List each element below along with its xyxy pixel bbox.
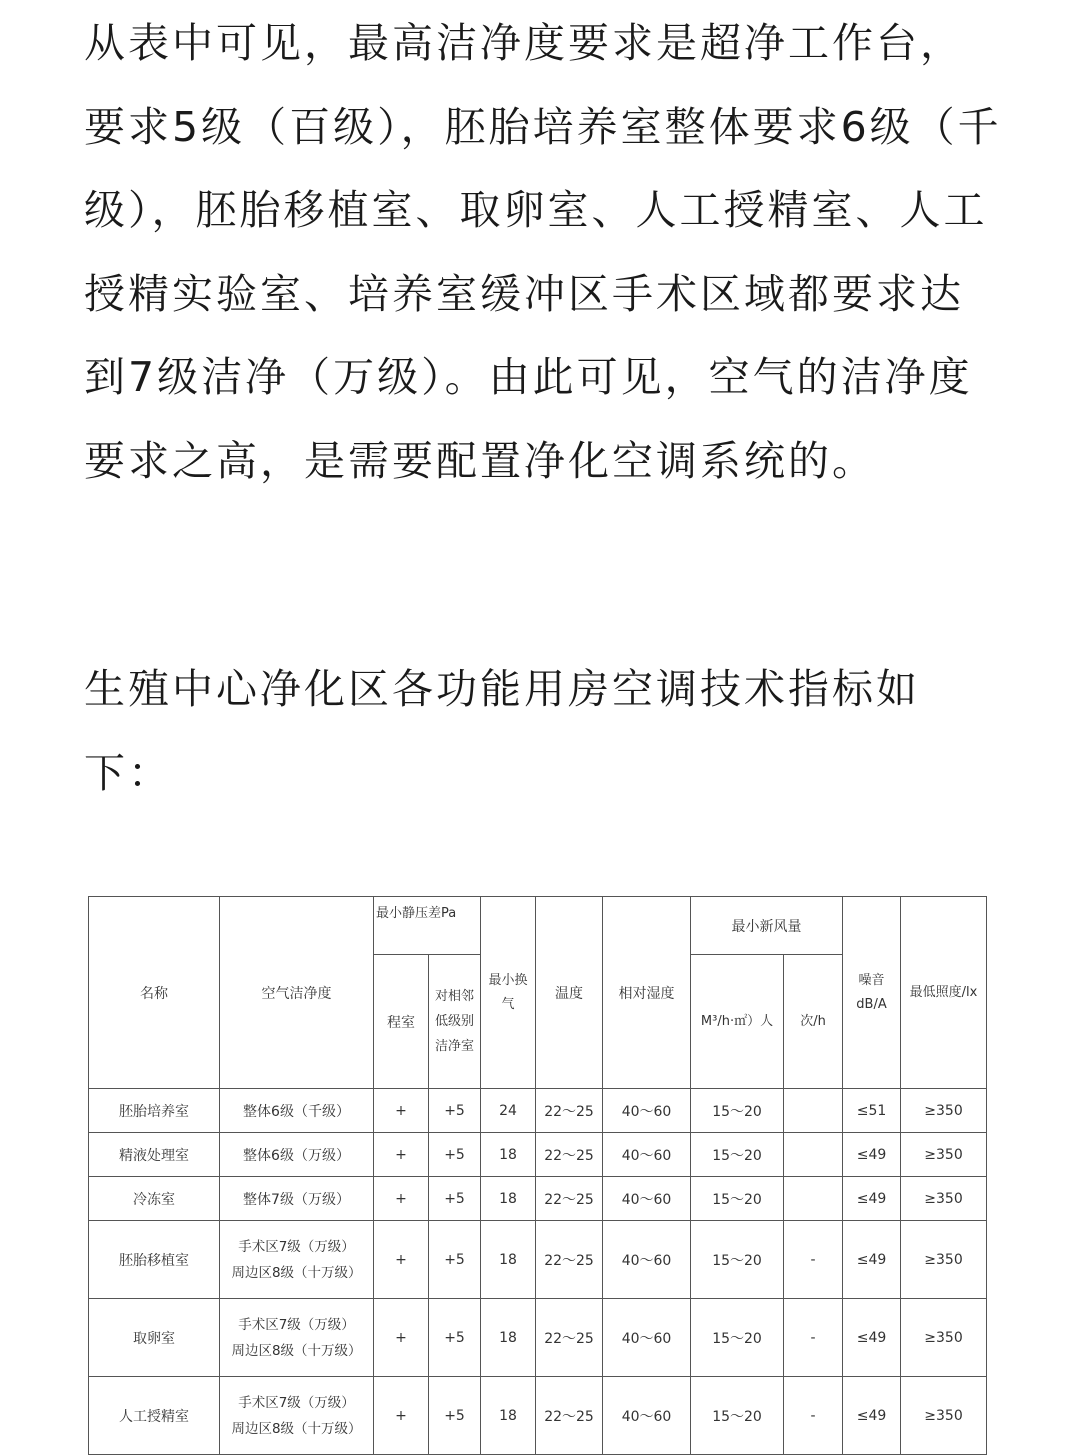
cell-name: 胚胎移植室: [89, 1221, 220, 1299]
cell-cleanliness-line1: 手术区7级（万级）: [238, 1316, 355, 1333]
cell-cleanliness-line1: 手术区7级（万级）: [238, 1238, 355, 1255]
cell-humidity: 40～60: [603, 1133, 691, 1177]
cell-name: 精液处理室: [89, 1133, 220, 1177]
cell-fresh-air: 15～20: [691, 1221, 784, 1299]
cell-adjacent: +5: [429, 1177, 481, 1221]
cell-cleanliness: [220, 1221, 374, 1299]
cell-fresh-air: 15～20: [691, 1377, 784, 1455]
table-row: [89, 1221, 987, 1299]
cell-cheng: +: [374, 1299, 429, 1377]
header-pressure-cheng: 程室: [374, 955, 429, 1089]
cell-times: [784, 1089, 843, 1133]
cell-illuminance: ≥350: [901, 1089, 987, 1133]
cell-adjacent: +5: [429, 1299, 481, 1377]
cell-illuminance: ≥350: [901, 1377, 987, 1455]
header-cleanliness: 空气洁净度: [220, 897, 374, 1089]
cell-name: 取卵室: [89, 1299, 220, 1377]
cell-air-change: 18: [481, 1377, 536, 1455]
cell-illuminance: ≥350: [901, 1133, 987, 1177]
cell-name: 冷冻室: [89, 1177, 220, 1221]
cell-adjacent: +5: [429, 1377, 481, 1455]
cell-temperature: 22～25: [536, 1377, 603, 1455]
cell-noise: ≤49: [843, 1221, 901, 1299]
cell-cheng: +: [374, 1377, 429, 1455]
cell-cleanliness: 整体7级（万级）: [220, 1177, 374, 1221]
cell-noise: ≤49: [843, 1299, 901, 1377]
cell-fresh-air: 15～20: [691, 1089, 784, 1133]
cell-fresh-air: 15～20: [691, 1299, 784, 1377]
cell-illuminance: ≥350: [901, 1299, 987, 1377]
header-name: 名称: [89, 897, 220, 1089]
cell-cleanliness-line2: 周边区8级（十万级）: [231, 1420, 362, 1437]
cell-humidity: 40～60: [603, 1221, 691, 1299]
header-fresh-air-per: M³/h·㎡）人: [691, 955, 784, 1089]
cell-name: 人工授精室: [89, 1377, 220, 1455]
cell-adjacent: +5: [429, 1089, 481, 1133]
cell-air-change: 24: [481, 1089, 536, 1133]
header-air-change: 最小换气: [481, 897, 536, 1089]
header-noise: 噪音dB/A: [843, 897, 901, 1089]
cell-times: [784, 1133, 843, 1177]
cell-noise: ≤51: [843, 1089, 901, 1133]
table-row: [89, 1089, 987, 1133]
cell-times: [784, 1177, 843, 1221]
cell-humidity: 40～60: [603, 1177, 691, 1221]
cell-times: -: [784, 1377, 843, 1455]
cell-cheng: +: [374, 1177, 429, 1221]
cell-fresh-air: 15～20: [691, 1177, 784, 1221]
cell-noise: ≤49: [843, 1177, 901, 1221]
cell-humidity: 40～60: [603, 1089, 691, 1133]
cell-temperature: 22～25: [536, 1299, 603, 1377]
cell-times: -: [784, 1299, 843, 1377]
cell-air-change: 18: [481, 1221, 536, 1299]
header-illuminance: 最低照度/lx: [901, 897, 987, 1089]
cell-noise: ≤49: [843, 1133, 901, 1177]
cell-fresh-air: 15～20: [691, 1133, 784, 1177]
cell-humidity: 40～60: [603, 1299, 691, 1377]
cell-air-change: 18: [481, 1133, 536, 1177]
spec-table: [88, 896, 987, 1455]
cell-cleanliness: [220, 1299, 374, 1377]
cell-cleanliness-line2: 周边区8级（十万级）: [231, 1264, 362, 1281]
cell-cleanliness: 整体6级（千级）: [220, 1089, 374, 1133]
cell-cleanliness-line1: 手术区7级（万级）: [238, 1394, 355, 1411]
cell-air-change: 18: [481, 1177, 536, 1221]
table-row: [89, 1133, 987, 1177]
intro-paragraph: 从表中可见，最高洁净度要求是超净工作台，要求5级（百级），胚胎培养室整体要求6级（千级），胚胎移植室、取卵室、人工授精室、人工授精实验室、培养室缓冲区手术区域都要求达到7级洁净（万级）。由此可见，空气的洁净度要求之高，是需要配置净化空调系统的。: [84, 19, 1002, 485]
cell-cheng: +: [374, 1221, 429, 1299]
cell-cheng: +: [374, 1089, 429, 1133]
cell-humidity: 40～60: [603, 1377, 691, 1455]
ac-spec-table: [88, 896, 986, 1455]
cell-cleanliness: 整体6级（万级）: [220, 1133, 374, 1177]
cell-noise: ≤49: [843, 1377, 901, 1455]
cell-temperature: 22～25: [536, 1089, 603, 1133]
cell-temperature: 22～25: [536, 1221, 603, 1299]
header-pressure-group: 最小静压差Pa: [374, 897, 481, 955]
table-row: [89, 1377, 987, 1455]
table-intro-paragraph: 生殖中心净化区各功能用房空调技术指标如下：: [84, 665, 920, 797]
header-fresh-air-times: 次/h: [784, 955, 843, 1089]
table-row: [89, 1177, 987, 1221]
cell-air-change: 18: [481, 1299, 536, 1377]
cell-name: 胚胎培养室: [89, 1089, 220, 1133]
header-pressure-adjacent: 对相邻低级别洁净室: [429, 955, 481, 1089]
cell-adjacent: +5: [429, 1221, 481, 1299]
header-fresh-air-group: 最小新风量: [691, 897, 843, 955]
cell-cheng: +: [374, 1133, 429, 1177]
cell-temperature: 22～25: [536, 1133, 603, 1177]
cell-illuminance: ≥350: [901, 1221, 987, 1299]
cell-adjacent: +5: [429, 1133, 481, 1177]
header-humidity: 相对湿度: [603, 897, 691, 1089]
cell-cleanliness-line2: 周边区8级（十万级）: [231, 1342, 362, 1359]
table-row: [89, 1299, 987, 1377]
cell-illuminance: ≥350: [901, 1177, 987, 1221]
cell-cleanliness: [220, 1377, 374, 1455]
cell-temperature: 22～25: [536, 1177, 603, 1221]
cell-times: -: [784, 1221, 843, 1299]
header-temperature: 温度: [536, 897, 603, 1089]
